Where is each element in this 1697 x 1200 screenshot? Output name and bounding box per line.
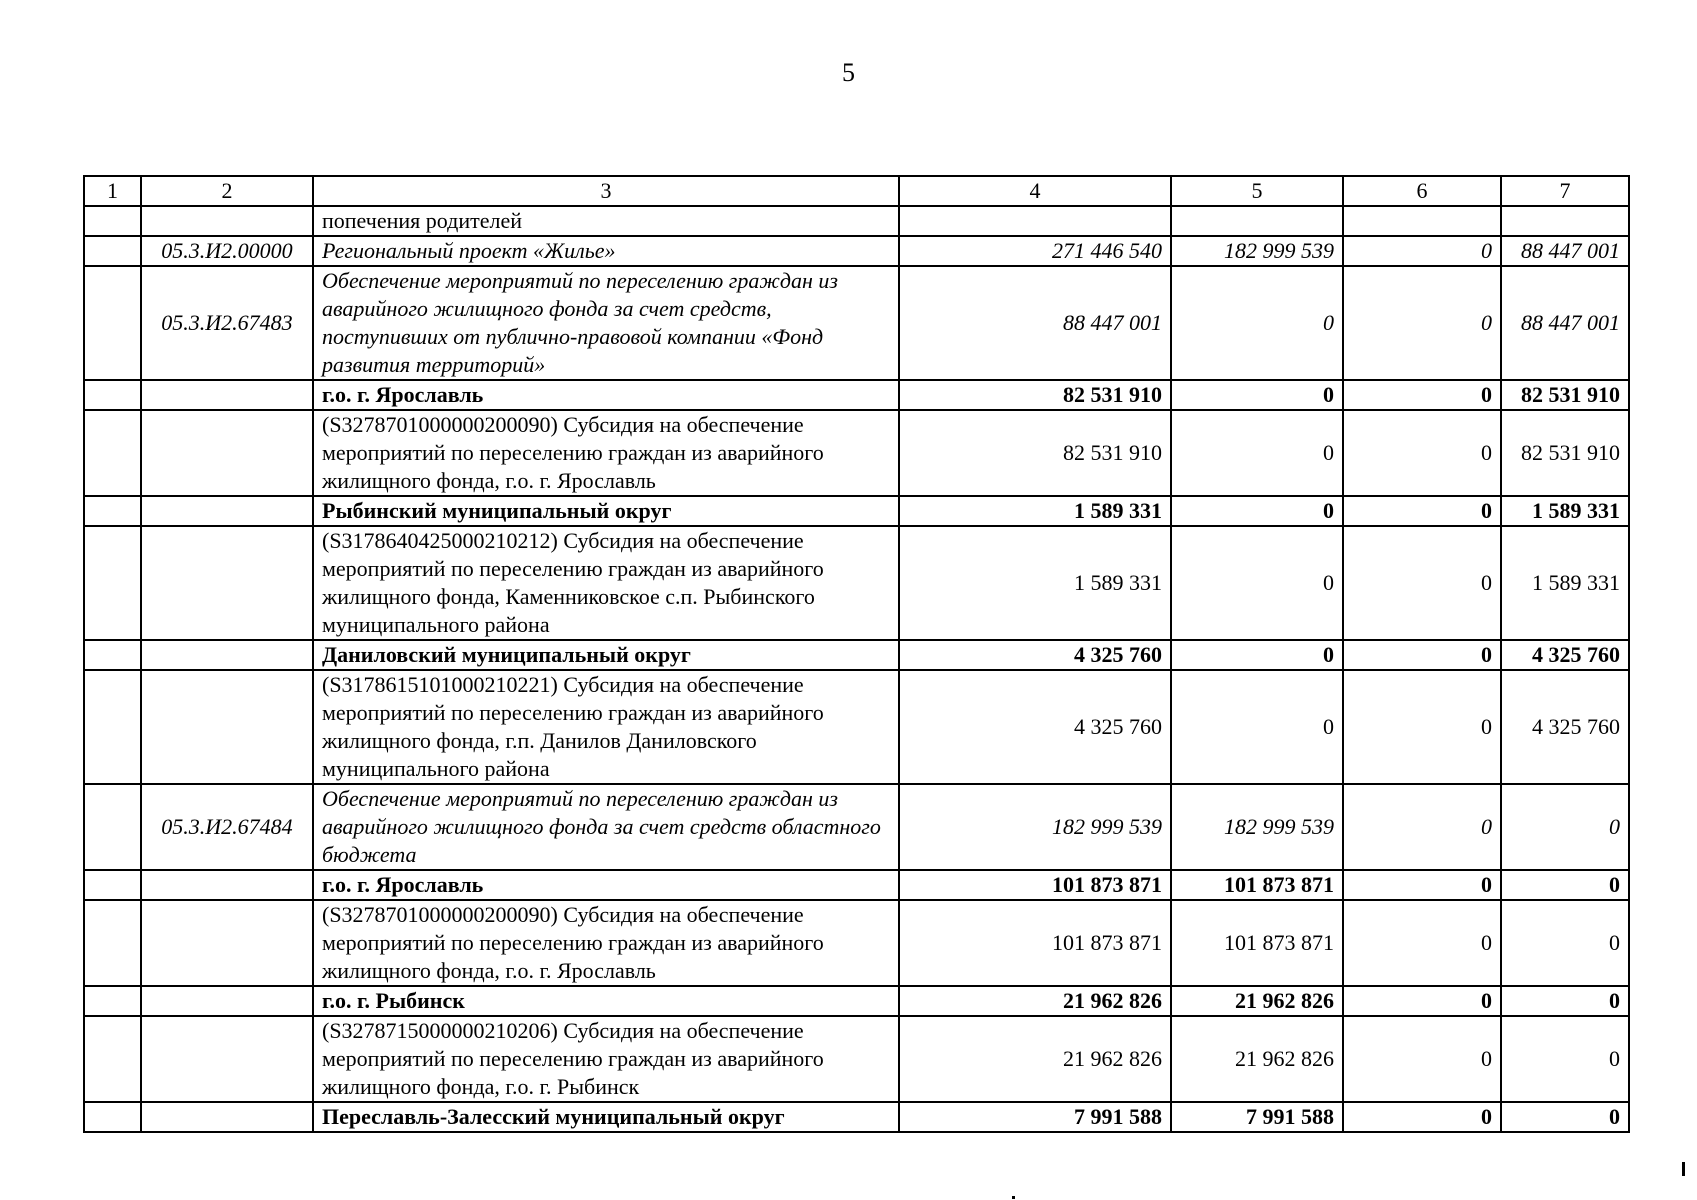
- row-index-cell: [84, 640, 141, 670]
- row-amount-c5: 0: [1171, 410, 1343, 496]
- row-code: [141, 670, 313, 784]
- row-amount-c6: 0: [1343, 1016, 1501, 1102]
- column-header: 6: [1343, 176, 1501, 206]
- row-amount-c7: 0: [1501, 1016, 1629, 1102]
- row-amount-c5: 21 962 826: [1171, 986, 1343, 1016]
- table-row: [84, 870, 1629, 900]
- row-name: (S3178640425000210212) Субсидия на обеспечение мероприятий по переселению граждан из аварийного жилищного фонда, Каменниковское с.п. Рыбинского муниципального района: [313, 526, 899, 640]
- row-amount-c6: 0: [1343, 784, 1501, 870]
- row-amount-c5: 101 873 871: [1171, 870, 1343, 900]
- row-amount-c6: 0: [1343, 1102, 1501, 1132]
- row-code: [141, 496, 313, 526]
- row-amount-c5: 0: [1171, 496, 1343, 526]
- row-amount-c7: 0: [1501, 784, 1629, 870]
- row-name: Региональный проект «Жилье»: [313, 236, 899, 266]
- row-amount-c4: 88 447 001: [899, 266, 1171, 380]
- row-index-cell: [84, 1016, 141, 1102]
- row-amount-c4: 82 531 910: [899, 380, 1171, 410]
- column-header: 7: [1501, 176, 1629, 206]
- row-code: [141, 986, 313, 1016]
- table-row: [84, 640, 1629, 670]
- row-amount-c5: [1171, 206, 1343, 236]
- row-amount-c5: 0: [1171, 526, 1343, 640]
- row-index-cell: [84, 410, 141, 496]
- row-code: [141, 206, 313, 236]
- row-code: [141, 380, 313, 410]
- row-code: 05.3.И2.00000: [141, 236, 313, 266]
- row-amount-c5: 21 962 826: [1171, 1016, 1343, 1102]
- row-index-cell: [84, 670, 141, 784]
- row-amount-c4: 21 962 826: [899, 986, 1171, 1016]
- row-name: г.о. г. Ярославль: [313, 380, 899, 410]
- page-number: 5: [842, 58, 855, 87]
- row-name: (S3278715000000210206) Субсидия на обеспечение мероприятий по переселению граждан из аварийного жилищного фонда, г.о. г. Рыбинск: [313, 1016, 899, 1102]
- row-amount-c5: 0: [1171, 380, 1343, 410]
- row-amount-c5: 0: [1171, 670, 1343, 784]
- row-name: Переславль-Залесский муниципальный округ: [313, 1102, 899, 1132]
- row-name: г.о. г. Рыбинск: [313, 986, 899, 1016]
- row-index-cell: [84, 986, 141, 1016]
- row-amount-c6: 0: [1343, 640, 1501, 670]
- row-amount-c5: 0: [1171, 266, 1343, 380]
- table-row: [84, 986, 1629, 1016]
- row-index-cell: [84, 206, 141, 236]
- row-code: [141, 900, 313, 986]
- row-index-cell: [84, 784, 141, 870]
- table-row: [84, 496, 1629, 526]
- row-name: Рыбинский муниципальный округ: [313, 496, 899, 526]
- row-code: [141, 1102, 313, 1132]
- row-amount-c7: 1 589 331: [1501, 526, 1629, 640]
- row-amount-c7: 4 325 760: [1501, 670, 1629, 784]
- row-code: [141, 640, 313, 670]
- budget-table: [83, 175, 1630, 1133]
- row-amount-c4: 182 999 539: [899, 784, 1171, 870]
- column-header: 2: [141, 176, 313, 206]
- row-amount-c5: 7 991 588: [1171, 1102, 1343, 1132]
- row-name: (S3278701000000200090) Субсидия на обеспечение мероприятий по переселению граждан из аварийного жилищного фонда, г.о. г. Ярославль: [313, 410, 899, 496]
- row-amount-c5: 182 999 539: [1171, 236, 1343, 266]
- row-amount-c6: 0: [1343, 526, 1501, 640]
- row-amount-c5: 182 999 539: [1171, 784, 1343, 870]
- row-name: Обеспечение мероприятий по переселению граждан из аварийного жилищного фонда за счет средств, поступивших от публично-правовой компании «Фонд развития территорий»: [313, 266, 899, 380]
- row-amount-c4: 21 962 826: [899, 1016, 1171, 1102]
- table-row: [84, 266, 1629, 380]
- scan-speck: [1682, 1162, 1685, 1176]
- row-code: [141, 526, 313, 640]
- row-code: 05.3.И2.67483: [141, 266, 313, 380]
- row-name: Обеспечение мероприятий по переселению граждан из аварийного жилищного фонда за счет средств областного бюджета: [313, 784, 899, 870]
- row-amount-c6: 0: [1343, 266, 1501, 380]
- table-row: [84, 900, 1629, 986]
- row-amount-c4: 4 325 760: [899, 640, 1171, 670]
- row-amount-c5: 101 873 871: [1171, 900, 1343, 986]
- row-amount-c6: 0: [1343, 380, 1501, 410]
- table-row: [84, 236, 1629, 266]
- row-index-cell: [84, 870, 141, 900]
- scan-speck: [1012, 1196, 1015, 1199]
- table-body: [84, 206, 1629, 1132]
- row-amount-c7: 0: [1501, 870, 1629, 900]
- row-amount-c6: 0: [1343, 670, 1501, 784]
- table-row: [84, 526, 1629, 640]
- row-name: Даниловский муниципальный округ: [313, 640, 899, 670]
- row-amount-c7: [1501, 206, 1629, 236]
- table-row: [84, 1016, 1629, 1102]
- row-index-cell: [84, 236, 141, 266]
- row-amount-c7: 0: [1501, 1102, 1629, 1132]
- table-row: [84, 1102, 1629, 1132]
- row-amount-c6: 0: [1343, 410, 1501, 496]
- row-amount-c7: 0: [1501, 900, 1629, 986]
- row-amount-c6: 0: [1343, 900, 1501, 986]
- column-header: 4: [899, 176, 1171, 206]
- row-amount-c7: 4 325 760: [1501, 640, 1629, 670]
- row-amount-c7: 88 447 001: [1501, 266, 1629, 380]
- table-row: [84, 380, 1629, 410]
- row-index-cell: [84, 526, 141, 640]
- row-index-cell: [84, 496, 141, 526]
- row-amount-c6: 0: [1343, 870, 1501, 900]
- row-amount-c4: 7 991 588: [899, 1102, 1171, 1132]
- row-amount-c4: 1 589 331: [899, 496, 1171, 526]
- row-amount-c7: 88 447 001: [1501, 236, 1629, 266]
- table-row: [84, 670, 1629, 784]
- row-code: [141, 1016, 313, 1102]
- row-index-cell: [84, 900, 141, 986]
- row-amount-c6: 0: [1343, 236, 1501, 266]
- row-index-cell: [84, 266, 141, 380]
- row-index-cell: [84, 1102, 141, 1132]
- row-amount-c7: 1 589 331: [1501, 496, 1629, 526]
- column-header: 1: [84, 176, 141, 206]
- table-row: [84, 784, 1629, 870]
- row-name: (S3178615101000210221) Субсидия на обеспечение мероприятий по переселению граждан из аварийного жилищного фонда, г.п. Данилов Даниловского муниципального района: [313, 670, 899, 784]
- row-amount-c6: 0: [1343, 986, 1501, 1016]
- table-row: [84, 410, 1629, 496]
- row-code: [141, 410, 313, 496]
- row-name: г.о. г. Ярославль: [313, 870, 899, 900]
- row-code: [141, 870, 313, 900]
- row-amount-c6: [1343, 206, 1501, 236]
- row-amount-c4: 101 873 871: [899, 900, 1171, 986]
- row-name: попечения родителей: [313, 206, 899, 236]
- row-amount-c5: 0: [1171, 640, 1343, 670]
- column-header: 3: [313, 176, 899, 206]
- row-amount-c7: 0: [1501, 986, 1629, 1016]
- row-amount-c6: 0: [1343, 496, 1501, 526]
- row-amount-c7: 82 531 910: [1501, 410, 1629, 496]
- row-index-cell: [84, 380, 141, 410]
- row-amount-c4: 101 873 871: [899, 870, 1171, 900]
- column-number-row: [84, 176, 1629, 206]
- row-amount-c4: 271 446 540: [899, 236, 1171, 266]
- row-code: 05.3.И2.67484: [141, 784, 313, 870]
- row-amount-c4: 82 531 910: [899, 410, 1171, 496]
- row-amount-c4: 1 589 331: [899, 526, 1171, 640]
- row-amount-c4: 4 325 760: [899, 670, 1171, 784]
- row-name: (S3278701000000200090) Субсидия на обеспечение мероприятий по переселению граждан из аварийного жилищного фонда, г.о. г. Ярославль: [313, 900, 899, 986]
- column-header: 5: [1171, 176, 1343, 206]
- row-amount-c4: [899, 206, 1171, 236]
- table-row: [84, 206, 1629, 236]
- row-amount-c7: 82 531 910: [1501, 380, 1629, 410]
